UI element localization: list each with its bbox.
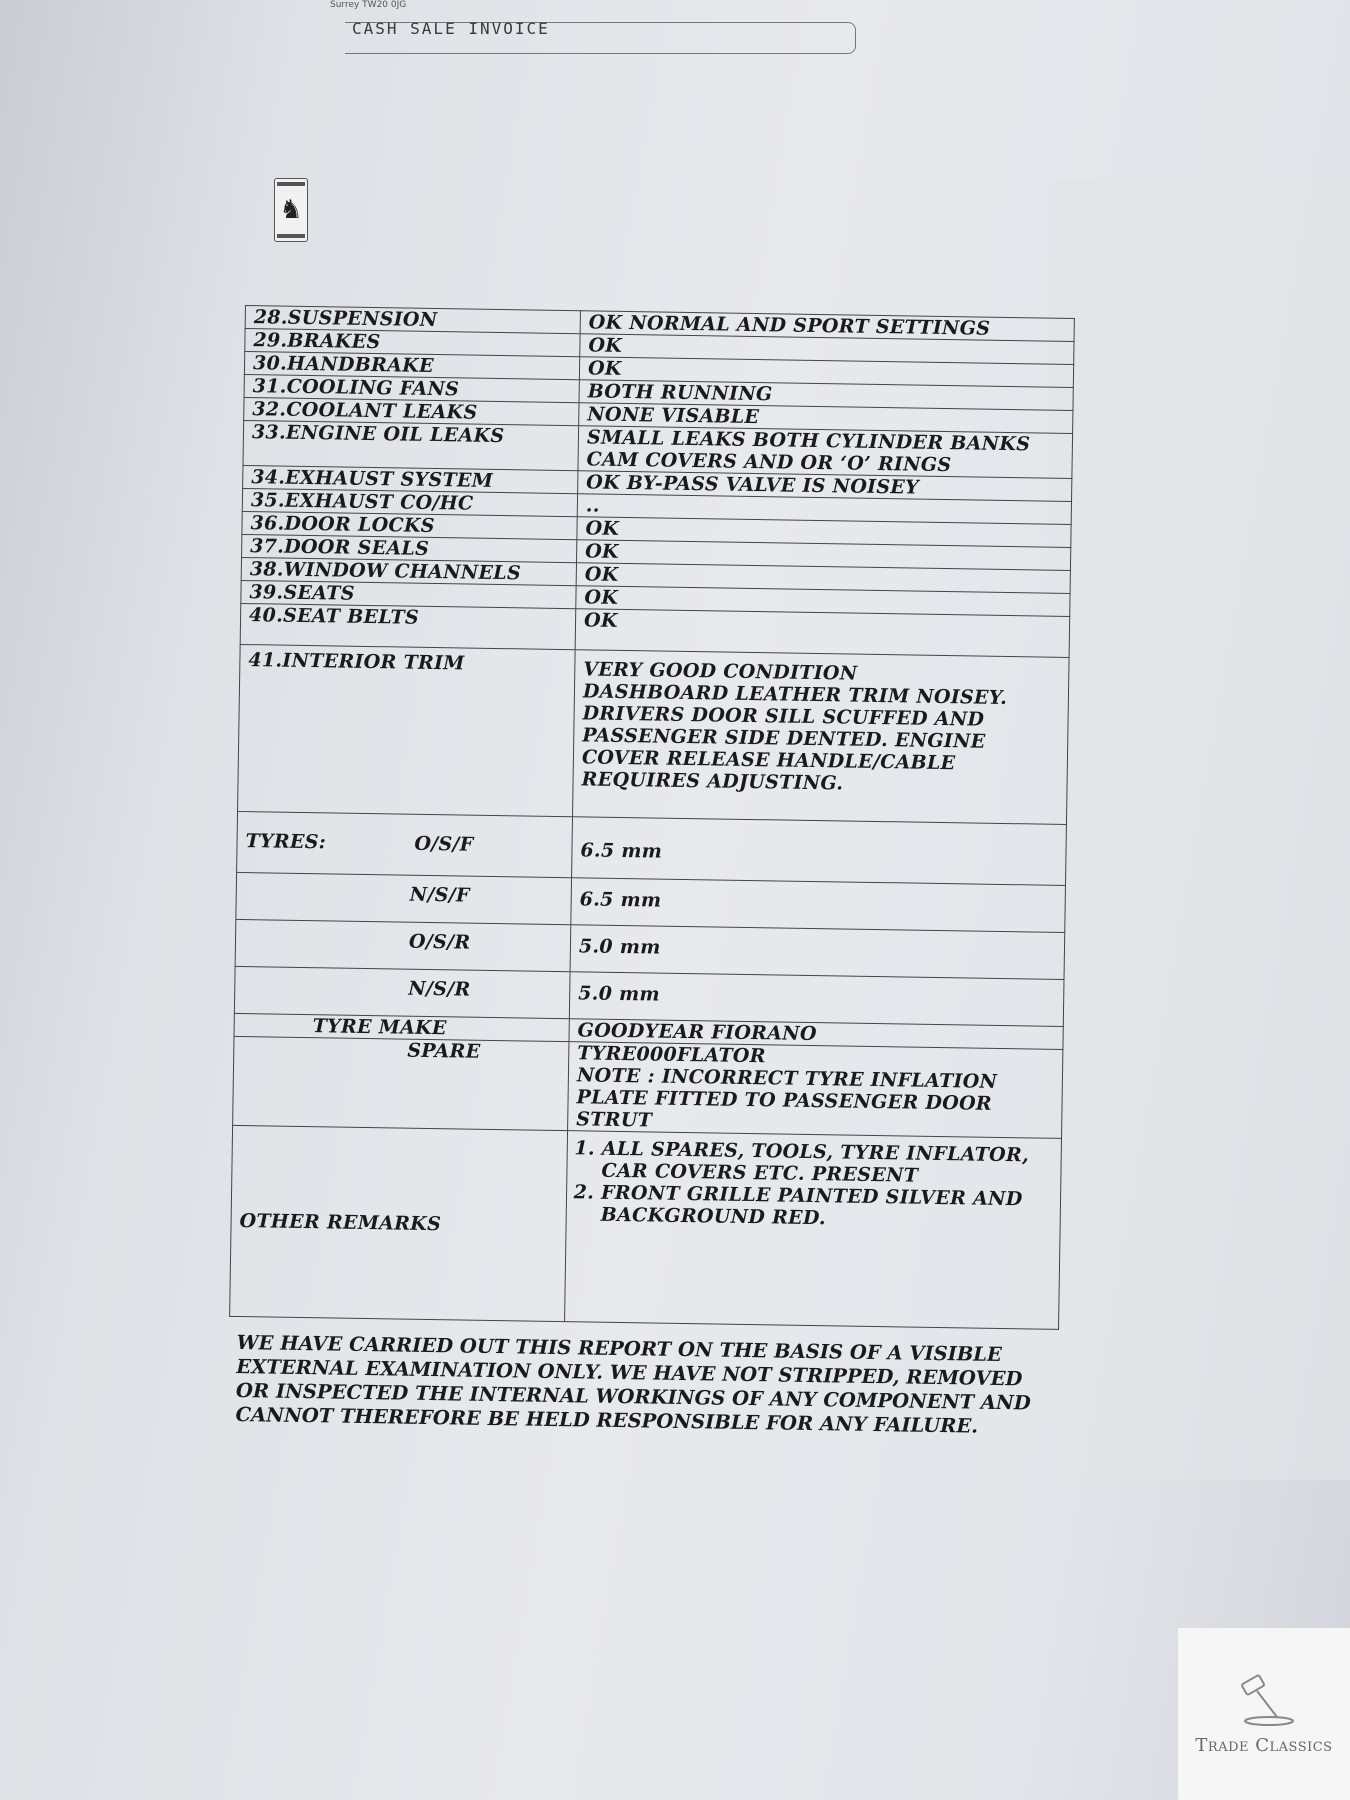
item-label: 33.ENGINE OIL LEAKS xyxy=(243,420,579,470)
result-line: CAM COVERS AND OR ‘O’ RINGS xyxy=(586,448,952,477)
trade-classics-watermark xyxy=(1178,1628,1350,1800)
remark-item: 2. FRONT GRILLE PAINTED SILVER AND BACKGROUND RED. xyxy=(601,1182,1053,1233)
item-label: 38.WINDOW CHANNELS xyxy=(241,557,576,585)
gavel-icon xyxy=(1229,1673,1299,1727)
item-result: OK xyxy=(580,334,1074,365)
inspection-report xyxy=(227,305,1075,1440)
item-label: 28.SUSPENSION xyxy=(245,306,580,334)
item-result: OK BY-PASS VALVE IS NOISEY xyxy=(578,471,1072,502)
result-line: COVER RELEASE HANDLE/CABLE xyxy=(581,746,956,775)
tyre-position: O/S/R xyxy=(408,930,471,954)
tyre-depth: 6.5 mm xyxy=(572,817,1067,886)
item-result: OK xyxy=(577,517,1071,548)
item-label: 34.EXHAUST SYSTEM xyxy=(243,465,578,493)
remarks-row xyxy=(230,1125,1062,1329)
result-line: SMALL LEAKS BOTH CYLINDER BANKS xyxy=(586,426,1031,456)
item-label: 39.SEATS xyxy=(241,580,576,608)
disclaimer: WE HAVE CARRIED OUT THIS REPORT ON THE BASIS OF A VISIBLE EXTERNAL EXAMINATION ONLY. WE HAVE NOT STRIPPED, REMOVED OR INSPECTED THE INTERNAL WORKINGS OF ANY COMPONENT AND CANNOT THEREFORE BE HELD RESPONSIBLE FOR ANY FAILURE. xyxy=(235,1330,1031,1438)
result-line: PASSENGER SIDE DENTED. ENGINE xyxy=(582,724,986,753)
tyre-position: O/S/F xyxy=(414,832,474,856)
table-row-interior xyxy=(238,644,1070,824)
remark-item: 1. ALL SPARES, TOOLS, TYRE INFLATOR, CAR COVERS ETC. PRESENT xyxy=(601,1138,1053,1189)
item-result: OK xyxy=(575,609,1070,658)
tyres-label: TYRES: xyxy=(245,830,327,854)
header-address: Surrey TW20 0JG xyxy=(330,0,407,10)
tyre-position: N/S/F xyxy=(409,883,470,907)
background-sheet xyxy=(1050,180,1350,1480)
remarks-list xyxy=(575,1137,1053,1232)
spare-row xyxy=(233,1036,1063,1138)
item-result: OK xyxy=(576,540,1070,571)
item-label: 36.DOOR LOCKS xyxy=(242,511,577,539)
tyre-depth: 6.5 mm xyxy=(571,878,1066,933)
item-label: 31.COOLING FANS xyxy=(244,374,579,402)
item-label: 40.SEAT BELTS xyxy=(240,603,576,649)
result-line: STRUT xyxy=(576,1108,653,1132)
tyre-depth: 5.0 mm xyxy=(569,972,1064,1027)
watermark-name: Trade Classics xyxy=(1195,1734,1333,1756)
item-label: 29.BRAKES xyxy=(245,329,580,357)
item-label: 37.DOOR SEALS xyxy=(242,534,577,562)
result-line: NOTE : INCORRECT TYRE INFLATION xyxy=(576,1064,998,1093)
inspection-table xyxy=(229,305,1075,1330)
result-line: DRIVERS DOOR SILL SCUFFED AND xyxy=(582,702,985,731)
spare-value xyxy=(568,1042,1063,1139)
horse-icon: ♞ xyxy=(279,195,303,225)
invoice-stamp-label: CASH SALE INVOICE xyxy=(352,19,550,38)
prancing-horse-logo xyxy=(274,178,308,242)
result-line: VERY GOOD CONDITION xyxy=(583,658,858,685)
item-result: OK xyxy=(576,586,1070,617)
item-result: OK NORMAL AND SPORT SETTINGS xyxy=(580,311,1074,342)
result-line: TYRE000FLATOR xyxy=(577,1042,767,1068)
tyre-depth: 5.0 mm xyxy=(570,925,1065,980)
item-result: OK xyxy=(576,563,1070,594)
result-line: DASHBOARD LEATHER TRIM NOISEY. xyxy=(582,680,1008,710)
item-label: 30.HANDBRAKE xyxy=(244,352,579,380)
result-line: REQUIRES ADJUSTING. xyxy=(581,768,844,795)
result-line: PLATE FITTED TO PASSENGER DOOR xyxy=(576,1086,993,1115)
item-result xyxy=(578,426,1073,479)
item-result: .. xyxy=(577,494,1071,525)
item-result: OK xyxy=(579,357,1073,388)
tyre-make-label: TYRE MAKE xyxy=(312,1015,447,1040)
item-label: 32.COOLANT LEAKS xyxy=(244,397,579,425)
item-result: BOTH RUNNING xyxy=(579,380,1073,411)
item-label: 35.EXHAUST CO/HC xyxy=(242,488,577,516)
tyre-make-value: GOODYEAR FIORANO xyxy=(569,1019,1063,1050)
item-result xyxy=(573,650,1070,825)
item-result: NONE VISABLE xyxy=(579,403,1073,434)
tyre-position: N/S/R xyxy=(408,977,471,1001)
item-label: 41.INTERIOR TRIM xyxy=(238,644,576,816)
remarks-label: OTHER REMARKS xyxy=(230,1125,568,1321)
spare-label: SPARE xyxy=(407,1039,481,1063)
